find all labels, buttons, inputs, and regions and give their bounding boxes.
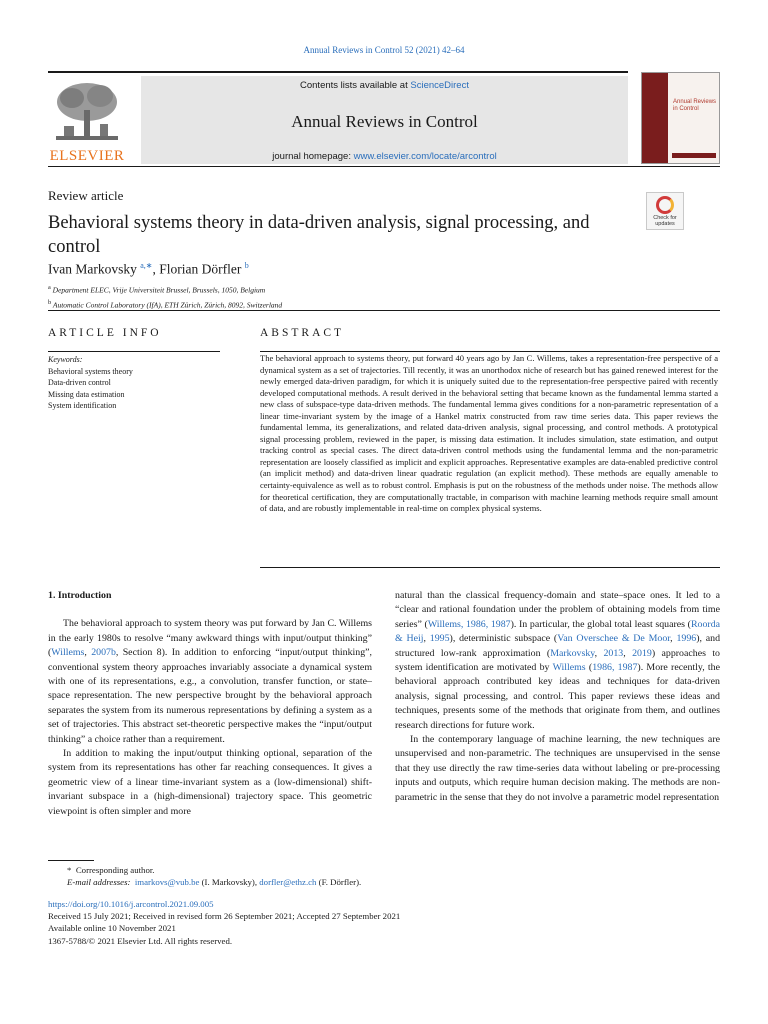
check-for-updates-button[interactable] bbox=[646, 192, 684, 230]
publication-info bbox=[48, 898, 400, 947]
email-link-dorfler[interactable]: dorfler@ethz.ch bbox=[259, 877, 317, 887]
keyword: Behavioral systems theory bbox=[48, 366, 133, 376]
footnote-mark: * bbox=[67, 865, 72, 875]
body-column-left bbox=[48, 589, 372, 819]
text-run: , bbox=[84, 647, 92, 659]
elsevier-logo[interactable] bbox=[48, 80, 126, 164]
article-info-rule bbox=[48, 351, 220, 352]
text-run: natural than the classical frequency-domain and state–space ones. It led to a “clear and rational foundation under the problem of obtaining models from time series” ( bbox=[395, 590, 720, 630]
citation-link[interactable]: Van Overschee & De Moor bbox=[557, 633, 671, 645]
text-run: ). More recently, the behavioral approach contributed key ideas and techniques for data-driven analysis, signal processing, and control. This paper reviews these ideas and techniques, presents some of the methods that originate from them, and outlines research directions for future work. bbox=[395, 662, 720, 731]
homepage-line bbox=[141, 151, 628, 162]
masthead-top-rule bbox=[48, 71, 628, 73]
author-name[interactable]: Ivan Markovsky bbox=[48, 261, 137, 277]
text-run: , bbox=[423, 633, 430, 645]
text-run: ). In particular, the global total least squares ( bbox=[510, 618, 691, 630]
check-updates-icon bbox=[656, 196, 674, 214]
available-online: Available online 10 November 2021 bbox=[48, 923, 176, 934]
intro-paragraph-3 bbox=[395, 589, 720, 733]
abstract-bottom-rule bbox=[260, 567, 720, 568]
journal-homepage-link[interactable]: www.elsevier.com/locate/arcontrol bbox=[353, 151, 497, 162]
masthead-bottom-rule bbox=[48, 166, 720, 167]
text-run: , Section 8). In addition to enforcing “input/output thinking”, conventional system theory approaches invariably associate a dynamical system with one of its representations, e.g., a convolution, transfer function, or state–space representation. The new perspective brought by the behavioral approach separates the system from its numerous representations by defining a system as a set of trajectories. This abstract set-theoretic perspective makes the “input/output thinking” a choice rather than a requirement. bbox=[48, 647, 373, 745]
citation-link[interactable]: Willems bbox=[552, 662, 586, 674]
affiliation bbox=[48, 297, 282, 312]
citation-link[interactable]: Willems, 1986, 1987 bbox=[427, 618, 511, 630]
journal-cover-thumbnail[interactable] bbox=[641, 72, 720, 164]
text-run: ) approaches to system identification are motivated by bbox=[395, 647, 720, 674]
citation-link[interactable]: 1986, 1987 bbox=[592, 662, 638, 674]
doi-link[interactable]: https://doi.org/10.1016/j.arcontrol.2021.09.005 bbox=[48, 899, 214, 909]
contents-line bbox=[141, 80, 628, 91]
elsevier-tree-icon bbox=[52, 80, 122, 142]
section-heading-introduction: 1. Introduction bbox=[48, 590, 112, 601]
author-affil-mark[interactable]: a,∗ bbox=[140, 261, 153, 270]
cover-footer-bar bbox=[672, 153, 716, 158]
email-label: E-mail addresses: bbox=[67, 877, 131, 887]
author-name[interactable]: Florian Dörfler bbox=[159, 261, 242, 277]
affiliation bbox=[48, 282, 282, 297]
article-title: Behavioral systems theory in data-driven analysis, signal processing, and control bbox=[48, 213, 590, 257]
keywords-block bbox=[48, 354, 133, 412]
affiliation-text: Automatic Control Laboratory (IfA), ETH Zürich, Zürich, 8092, Switzerland bbox=[52, 300, 283, 309]
text-run: , bbox=[623, 647, 633, 659]
citation-link[interactable]: 2013 bbox=[603, 647, 624, 659]
copyright: 1367-5788/© 2021 Elsevier Ltd. All rights reserved. bbox=[48, 935, 233, 946]
homepage-prefix: journal homepage: bbox=[272, 151, 354, 162]
elsevier-wordmark: ELSEVIER bbox=[49, 148, 125, 164]
intro-paragraph-2: In addition to making the input/output thinking optional, separation of the system from its representations has other far reaching consequences. It gives a geometric view of a linear time-invariant system as a (low-dimensional) shift-invariant subspace in a (high-dimensional) trajectory space. This geometric viewpoint is often simpler and more bbox=[48, 748, 372, 817]
text-run: , bbox=[670, 633, 677, 645]
journal-name: Annual Reviews in Control bbox=[291, 112, 478, 131]
email-link-markovsky[interactable]: imarkovs@vub.be bbox=[134, 877, 200, 887]
citation-link[interactable]: 1996 bbox=[676, 633, 697, 645]
journal-reference[interactable]: Annual Reviews in Control 52 (2021) 42–64 bbox=[303, 45, 465, 55]
received-dates: Received 15 July 2021; Received in revised form 26 September 2021; Accepted 27 September 2021 bbox=[48, 911, 401, 922]
abstract-rule bbox=[260, 351, 720, 352]
keywords-label: Keywords: bbox=[48, 355, 83, 364]
text-run: ), and structured low-rank approximation ( bbox=[395, 633, 721, 659]
intro-paragraph-1 bbox=[48, 617, 372, 747]
text-run: ), deterministic subspace ( bbox=[449, 633, 558, 645]
article-type: Review article bbox=[48, 188, 124, 203]
corresponding-author-note bbox=[48, 864, 361, 876]
abstract-heading: ABSTRACT bbox=[260, 327, 345, 339]
email-owner: (F. Dörfler). bbox=[316, 877, 362, 887]
affiliation-mark: b bbox=[48, 298, 52, 306]
cover-band bbox=[642, 73, 668, 163]
article-info-heading: ARTICLE INFO bbox=[48, 327, 162, 339]
journal-title-panel bbox=[141, 76, 628, 164]
footnotes bbox=[48, 864, 361, 888]
affiliation-text: Department ELEC, Vrije Universiteit Brussel, Brussels, 1050, Belgium bbox=[52, 285, 266, 295]
sciencedirect-link[interactable]: ScienceDirect bbox=[410, 80, 469, 91]
cover-title: Annual Reviews in Control bbox=[673, 99, 717, 112]
author-affil-mark[interactable]: b bbox=[244, 261, 249, 270]
intro-paragraph-4: In the contemporary language of machine learning, the new techniques are unsupervised and non-parametric. The techniques are unsupervised in the sense that they use directly the raw time-series data without labeling or pre-processing inputs and outputs, which require human decision making. The methods are non-parametric in the sense that they do not involve a parametric model representation bbox=[395, 734, 720, 803]
keyword: Data-driven control bbox=[48, 378, 111, 387]
citation-link[interactable]: Willems bbox=[51, 647, 85, 659]
keyword: Missing data estimation bbox=[48, 389, 125, 399]
author-list bbox=[48, 261, 249, 278]
text-run: , bbox=[594, 647, 604, 659]
text-run: ( bbox=[585, 662, 593, 674]
citation-link[interactable]: Markovsky bbox=[550, 647, 595, 659]
keyword: System identification bbox=[48, 401, 117, 410]
affiliations bbox=[48, 282, 282, 311]
email-owner: (I. Markovsky), bbox=[199, 877, 260, 887]
citation-link[interactable]: 1995 bbox=[429, 633, 450, 645]
abstract-body: The behavioral approach to systems theory, put forward 40 years ago by Jan C. Willems, takes a representation-free perspective of a dynamical system as a set of trajectories. Till recently, it was an unorthodox niche of research but has gained renewed interest for the newly emerged data-driven paradigm, for which it is uniquely suited due to the representation-free perspective paired with recently developed computational methods. A result derived in the behavioral setting that became known as the fundamental lemma started a new class of subspace-type data-driven methods. The fundamental lemma gives conditions for a non-parametric representation of a linear time-invariant system by the image of a Hankel matrix constructed from raw time series data. This paper reviews the fundamental lemma, its generalizations, and related data-driven analysis, signal processing, and control methods. A prototypical signal processing problem, reviewed in the paper, is missing data estimation. It includes simulation, state estimation, and output tracking control as special cases. The direct data-driven control methods using the fundamental lemma and the non-parametric representation are loosely classified as implicit and explicit approaches. Representative examples are data-enabled predictive control (an implicit method) and data-driven linear quadratic regulation (an explicit method). These methods are equally amenable to certainty-equivalence as well as to robust control. Emphasis is put on the robustness of the methods under noise. The methods allow for theoretical certification, they are computationally tractable, in comparison with machine learning methods require small amount of data, and are robustly implementable in real-time on complex physical systems. bbox=[260, 353, 718, 514]
check-updates-label: Check for updates bbox=[653, 215, 677, 227]
author-separator: , bbox=[152, 261, 160, 277]
corresponding-label: Corresponding author. bbox=[75, 865, 155, 875]
footnote-rule bbox=[48, 860, 94, 861]
citation-link[interactable]: Roorda & Heij bbox=[395, 618, 721, 645]
citation-link[interactable]: 2007b bbox=[91, 647, 116, 659]
text-run: The behavioral approach to system theory was put forward by Jan C. Willems in the early 1980s to resolve “many awkward things with input/output thinking” ( bbox=[48, 618, 372, 659]
masthead bbox=[48, 76, 720, 164]
header-separator bbox=[48, 310, 720, 311]
contents-prefix: Contents lists available at bbox=[300, 80, 411, 91]
affiliation-mark: a bbox=[48, 284, 51, 291]
body-column-right bbox=[395, 589, 720, 805]
citation-link[interactable]: 2019 bbox=[632, 647, 652, 659]
email-line bbox=[48, 876, 361, 888]
